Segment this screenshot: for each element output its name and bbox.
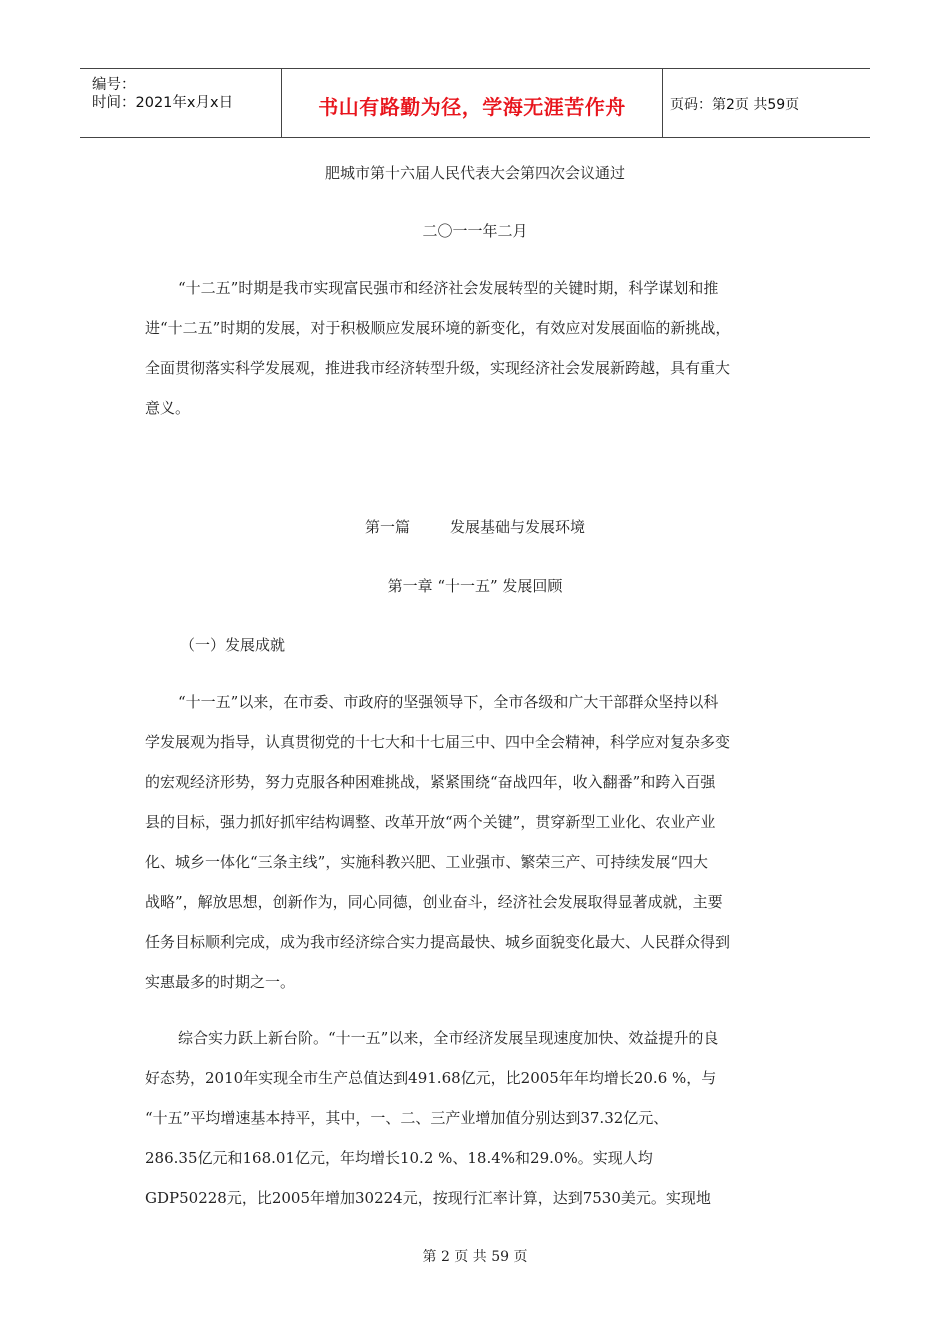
achievement-paragraph <box>145 682 805 1002</box>
header-meta-cell <box>80 69 280 137</box>
document-date: 二〇一一年二月 <box>422 222 528 240</box>
text-line: 实惠最多的时期之一。 <box>145 973 296 991</box>
chapter-heading: 第一章 “十一五” 发展回顾 <box>387 577 563 595</box>
text-line: 286.35亿元和168.01亿元，年均增长10.2 %、18.4%和29.0%。实现人均 <box>145 1149 653 1167</box>
text-line: 好态势，2010年实现全市生产总值达到491.68亿元，比2005年年均增长20.6 %，与 <box>145 1069 717 1087</box>
economy-paragraph <box>145 1018 805 1218</box>
text-line: 战略”，解放思想，创新作为，同心同德，创业奋斗，经济社会发展取得显著成就，主要 <box>145 893 723 911</box>
number-label: 编号： <box>92 77 136 93</box>
text-line: 化、城乡一体化“三条主线”，实施科教兴肥、工业强市、繁荣三产、可持续发展“四大 <box>145 853 709 871</box>
part-heading <box>145 516 805 537</box>
text-line: 进“十二五”时期的发展，对于积极顺应发展环境的新变化，有效应对发展面临的新挑战， <box>145 319 731 337</box>
intro-paragraph <box>145 268 805 428</box>
page-footer: 第 2 页 共 59 页 <box>422 1249 528 1265</box>
text-line: 的宏观经济形势，努力克服各种困难挑战，紧紧围绕“奋战四年，收入翻番”和跨入百强 <box>145 773 716 791</box>
header-table <box>80 68 870 138</box>
header-page-cell <box>662 69 870 137</box>
text-line: 综合实力跃上新台阶。“十一五”以来，全市经济发展呈现速度加快、效益提升的良 <box>178 1029 719 1047</box>
time-label: 时间：2021年x月x日 <box>92 95 234 111</box>
motto: 书山有路勤为径，学海无涯苦作舟 <box>318 95 626 119</box>
text-line: 全面贯彻落实科学发展观，推进我市经济转型升级，实现经济社会发展新跨越，具有重大 <box>145 359 731 377</box>
text-line: “十二五”时期是我市实现富民强市和经济社会发展转型的关键时期，科学谋划和推 <box>178 279 719 297</box>
section-heading: （一）发展成就 <box>180 636 286 654</box>
text-line: 县的目标，强力抓好抓牢结构调整、改革开放“两个关键”，贯穿新型工业化、农业产业 <box>145 813 716 831</box>
text-line: 意义。 <box>145 399 191 417</box>
part-label: 第一篇 <box>364 518 410 536</box>
text-line: “十一五”以来，在市委、市政府的坚强领导下，全市各级和广大干部群众坚持以科 <box>178 693 719 711</box>
text-line: GDP50228元，比2005年增加30224元，按现行汇率计算，达到7530美元。实现地 <box>145 1189 711 1207</box>
text-line: 学发展观为指导，认真贯彻党的十七大和十七届三中、四中全会精神，科学应对复杂多变 <box>145 733 731 751</box>
text-line: 任务目标顺利完成，成为我市经济综合实力提高最快、城乡面貌变化最大、人民群众得到 <box>145 933 731 951</box>
part-title: 发展基础与发展环境 <box>450 518 586 536</box>
header-motto-cell <box>281 69 663 137</box>
page-info: 页码：第2页 共59页 <box>670 97 800 113</box>
text-line: “十五”平均增速基本持平，其中，一、二、三产业增加值分别达到37.32亿元、 <box>145 1109 669 1127</box>
passed-by-line: 肥城市第十六届人民代表大会第四次会议通过 <box>324 164 625 182</box>
